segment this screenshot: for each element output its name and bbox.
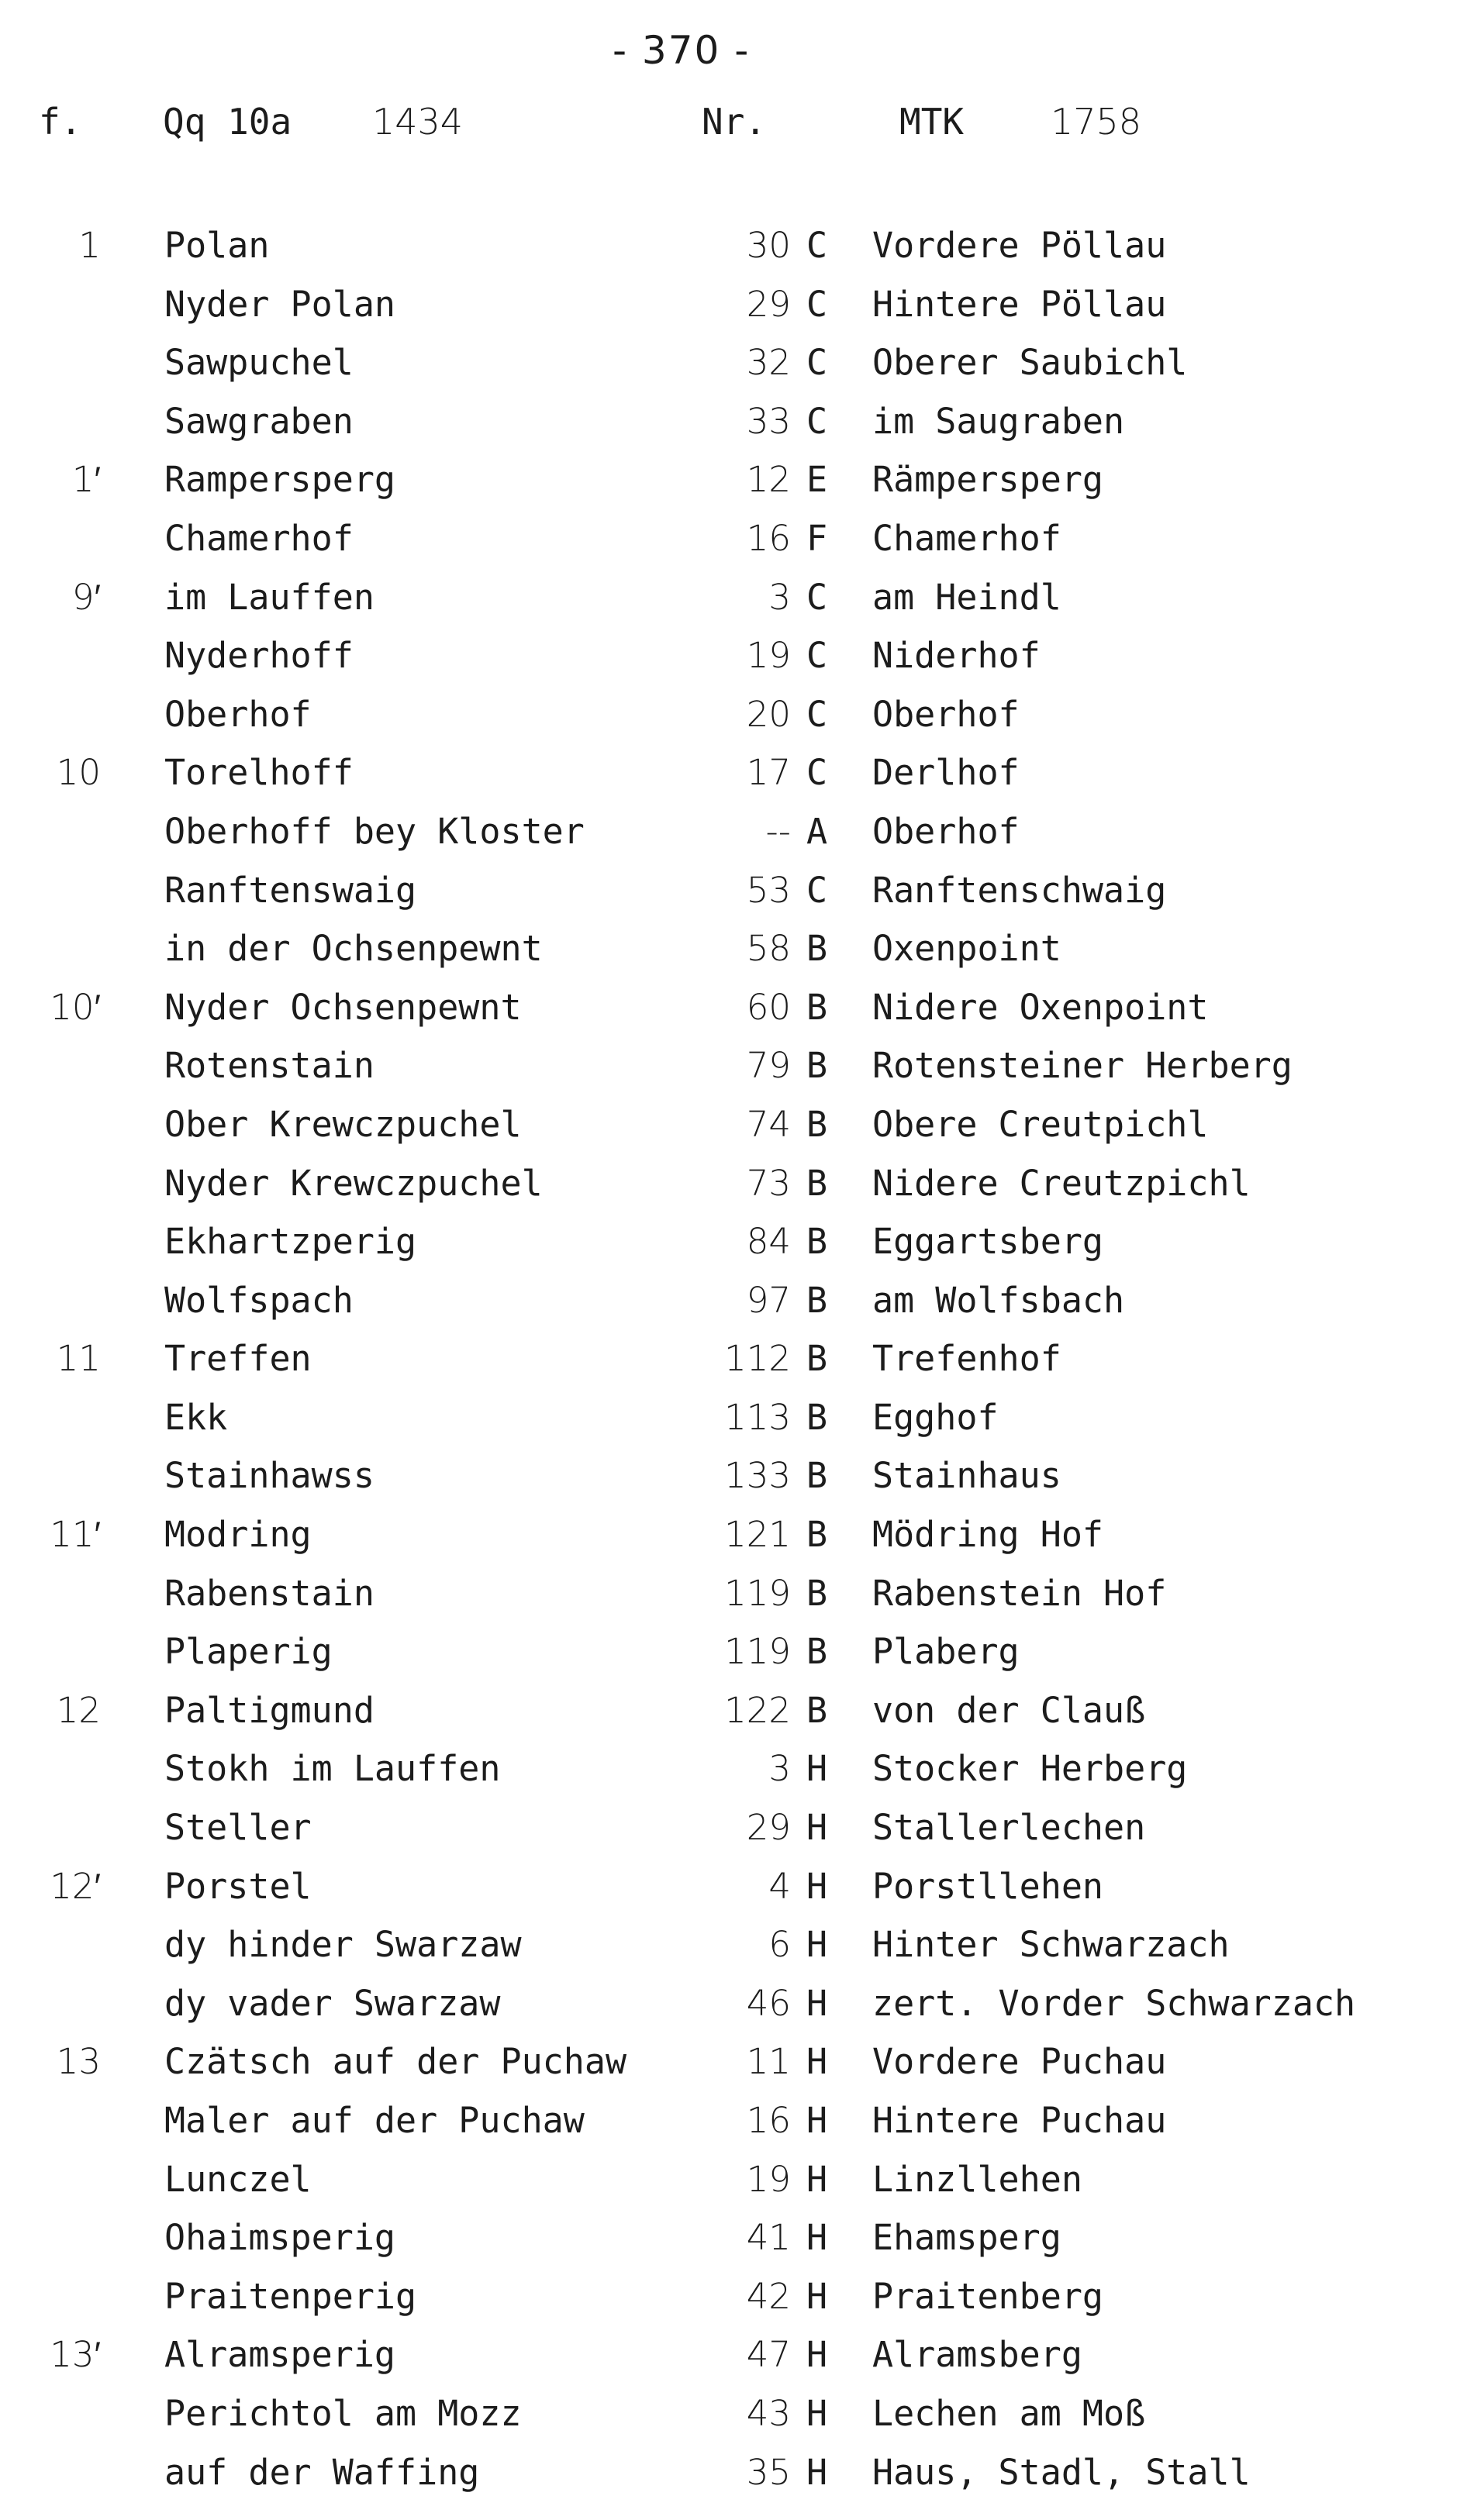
header-folio: f. <box>39 101 82 143</box>
entry-modern-name: Oberhof <box>872 693 1020 735</box>
entry-modern-name: Rämpersperg <box>872 459 1104 501</box>
entry-number: 133 <box>724 1455 791 1497</box>
entry-modern-name: Stallerlechen <box>872 1807 1146 1849</box>
entry-row <box>0 1397 1460 1456</box>
entry-letter: B <box>806 986 828 1028</box>
entry-folio: 9′ <box>71 576 101 618</box>
entry-historic-name: Chamerhof <box>164 517 354 559</box>
entry-row <box>0 1866 1460 1925</box>
entry-modern-name: Trefenhof <box>872 1338 1061 1380</box>
entry-number: 60 <box>746 986 791 1028</box>
entry-number: 58 <box>746 928 791 970</box>
entry-number: 79 <box>746 1045 791 1087</box>
entry-letter: B <box>806 928 828 970</box>
entry-modern-name: Vordere Puchau <box>872 2041 1167 2083</box>
entry-letter: C <box>806 752 828 794</box>
entry-historic-name: Ekk <box>164 1396 228 1438</box>
entry-row <box>0 1690 1460 1749</box>
entry-number: 11 <box>746 2041 791 2083</box>
entry-historic-name: Nyder Polan <box>164 283 396 325</box>
entry-modern-name: Hintere Pöllau <box>872 283 1167 325</box>
entry-modern-name: Chamerhof <box>872 517 1061 559</box>
entry-number: 6 <box>768 1924 791 1966</box>
entry-number: 4 <box>768 1865 791 1907</box>
entry-modern-name: Mödring Hof <box>872 1514 1104 1556</box>
entry-folio: 1 <box>78 225 101 266</box>
entry-folio: 12′ <box>50 1865 101 1907</box>
entry-row <box>0 1045 1460 1104</box>
entry-modern-name: am Heindl <box>872 576 1061 618</box>
entry-row <box>0 752 1460 811</box>
entry-row <box>0 1924 1460 1983</box>
entry-historic-name: Oberhoff bey Kloster <box>164 810 585 852</box>
entry-letter: H <box>806 1865 828 1907</box>
entry-historic-name: Ranftenswaig <box>164 869 417 911</box>
entry-row <box>0 459 1460 518</box>
entry-modern-name: Plaberg <box>872 1631 1020 1673</box>
entry-letter: H <box>806 2100 828 2141</box>
entry-modern-name: Linzllehen <box>872 2158 1082 2200</box>
entry-folio: 10′ <box>50 986 101 1028</box>
entry-historic-name: Torelhoff <box>164 752 354 794</box>
entry-row <box>0 2041 1460 2100</box>
entry-row <box>0 2276 1460 2335</box>
entry-letter: H <box>806 2392 828 2434</box>
entry-letter: H <box>806 1748 828 1790</box>
entry-modern-name: Derlhof <box>872 752 1020 794</box>
entry-number: 30 <box>746 225 791 266</box>
entry-number: 12 <box>746 459 791 501</box>
entry-number: 97 <box>746 1279 791 1321</box>
entry-letter: A <box>806 810 828 852</box>
entry-historic-name: Perichtol am Mozz <box>164 2392 522 2434</box>
entry-historic-name: Stokh im Lauffen <box>164 1748 501 1790</box>
entry-historic-name: im Lauffen <box>164 576 374 618</box>
entry-historic-name: Nyder Ochsenpewnt <box>164 986 522 1028</box>
entry-row <box>0 1104 1460 1163</box>
entry-modern-name: Stainhaus <box>872 1455 1061 1497</box>
entry-modern-name: Haus, Stadl, Stall <box>872 2451 1251 2493</box>
entry-historic-name: Porstel <box>164 1865 312 1907</box>
entry-row <box>0 1748 1460 1807</box>
entry-letter: C <box>806 342 828 384</box>
entry-modern-name: Nidere Creutzpichl <box>872 1162 1251 1204</box>
entry-number: 19 <box>746 2158 791 2200</box>
entry-folio: 11 <box>56 1338 101 1380</box>
entry-row <box>0 694 1460 753</box>
entry-row <box>0 2334 1460 2393</box>
entry-row <box>0 518 1460 577</box>
header-source: Qq 10a <box>163 101 292 143</box>
entry-historic-name: Rampersperg <box>164 459 396 501</box>
entry-number: 53 <box>746 869 791 911</box>
entry-modern-name: Rabenstein Hof <box>872 1572 1167 1614</box>
entry-historic-name: dy vader Swarzaw <box>164 1982 501 2024</box>
entry-number: 121 <box>724 1514 791 1556</box>
entry-historic-name: Nyderhoff <box>164 635 354 677</box>
entry-letter: C <box>806 225 828 266</box>
entry-number: 74 <box>746 1103 791 1145</box>
entry-letter: B <box>806 1279 828 1321</box>
entry-historic-name: Rabenstain <box>164 1572 374 1614</box>
entry-number: 29 <box>746 1807 791 1849</box>
entry-modern-name: Porstllehen <box>872 1865 1104 1907</box>
entry-row <box>0 1983 1460 2042</box>
entry-historic-name: dy hinder Swarzaw <box>164 1924 522 1966</box>
entry-letter: H <box>806 2041 828 2083</box>
entry-number: 112 <box>724 1338 791 1380</box>
entry-row <box>0 2159 1460 2218</box>
entry-letter: H <box>806 1924 828 1966</box>
entry-modern-name: Obere Creutpichl <box>872 1103 1209 1145</box>
entry-historic-name: Alramsperig <box>164 2334 396 2376</box>
entry-letter: C <box>806 869 828 911</box>
entry-historic-name: Modring <box>164 1514 312 1556</box>
entry-modern-name: Eggartsberg <box>872 1221 1104 1263</box>
entry-historic-name: Plaperig <box>164 1631 333 1673</box>
entry-row <box>0 1338 1460 1397</box>
entry-number: 113 <box>724 1396 791 1438</box>
entry-folio: 12 <box>56 1689 101 1731</box>
entry-letter: H <box>806 1982 828 2024</box>
entry-modern-name: Nidere Oxenpoint <box>872 986 1209 1028</box>
entry-number: 119 <box>724 1631 791 1673</box>
entry-number: 3 <box>768 1748 791 1790</box>
entry-historic-name: Rotenstain <box>164 1045 374 1087</box>
entry-letter: F <box>806 517 828 559</box>
entry-folio: 11′ <box>50 1514 101 1556</box>
entry-modern-name: Vordere Pöllau <box>872 225 1167 266</box>
entry-letter: B <box>806 1455 828 1497</box>
entry-letter: B <box>806 1631 828 1673</box>
entry-letter: B <box>806 1045 828 1087</box>
entry-letter: B <box>806 1162 828 1204</box>
entry-letter: B <box>806 1221 828 1263</box>
entry-historic-name: Steller <box>164 1807 312 1849</box>
entry-letter: B <box>806 1514 828 1556</box>
entry-folio: 13 <box>56 2041 101 2083</box>
entry-letter: C <box>806 283 828 325</box>
entry-letter: B <box>806 1689 828 1731</box>
entry-row <box>0 225 1460 284</box>
entry-letter: H <box>806 1807 828 1849</box>
entry-letter: C <box>806 576 828 618</box>
entry-historic-name: Ekhartzperig <box>164 1221 417 1263</box>
entry-modern-name: Oberer Saubichl <box>872 342 1188 384</box>
entry-historic-name: Maler auf der Puchaw <box>164 2100 585 2141</box>
entry-number: 73 <box>746 1162 791 1204</box>
entry-modern-name: Rotensteiner Herberg <box>872 1045 1293 1087</box>
entry-modern-name: Lechen am Moß <box>872 2392 1146 2434</box>
entry-modern-name: Stocker Herberg <box>872 1748 1188 1790</box>
entry-number: 3 <box>768 576 791 618</box>
entry-row <box>0 401 1460 460</box>
entry-row <box>0 1455 1460 1514</box>
entry-folio: 1′ <box>71 459 101 501</box>
entry-number: 32 <box>746 342 791 384</box>
entry-letter: B <box>806 1396 828 1438</box>
entry-letter: H <box>806 2275 828 2317</box>
entry-modern-name: Alramsberg <box>872 2334 1082 2376</box>
entry-row <box>0 342 1460 401</box>
entry-letter: H <box>806 2158 828 2200</box>
entry-row <box>0 1163 1460 1222</box>
entry-historic-name: Nyder Krewczpuchel <box>164 1162 543 1204</box>
entry-row <box>0 1514 1460 1573</box>
entry-number: 29 <box>746 283 791 325</box>
entry-row <box>0 811 1460 870</box>
entry-modern-name: zert. Vorder Schwarzach <box>872 1982 1356 2024</box>
entry-row <box>0 1807 1460 1866</box>
entry-row <box>0 2217 1460 2276</box>
entry-modern-name: Oxenpoint <box>872 928 1061 970</box>
entry-historic-name: Sawpuchel <box>164 342 354 384</box>
entry-modern-name: im Saugraben <box>872 400 1125 442</box>
entry-list <box>0 225 1460 2510</box>
entry-row <box>0 2100 1460 2159</box>
page-number: - 370 - <box>613 28 751 73</box>
entry-number: 43 <box>746 2392 791 2434</box>
entry-historic-name: Stainhawss <box>164 1455 374 1497</box>
entry-number: 41 <box>746 2217 791 2259</box>
entry-letter: B <box>806 1572 828 1614</box>
header-nr: Nr. <box>702 101 767 143</box>
header-source-year: 1434 <box>372 101 464 143</box>
entry-historic-name: Sawgraben <box>164 400 354 442</box>
entry-modern-name: am Wolfsbach <box>872 1279 1125 1321</box>
entry-row <box>0 1631 1460 1690</box>
entry-historic-name: Wolfspach <box>164 1279 354 1321</box>
entry-number: 16 <box>746 2100 791 2141</box>
entry-historic-name: in der Ochsenpewnt <box>164 928 543 970</box>
entry-modern-name: Hintere Puchau <box>872 2100 1167 2141</box>
entry-number: 119 <box>724 1572 791 1614</box>
entry-row <box>0 987 1460 1046</box>
entry-letter: C <box>806 400 828 442</box>
header-register-year: 1758 <box>1051 101 1142 143</box>
entry-number: 33 <box>746 400 791 442</box>
entry-letter: C <box>806 635 828 677</box>
entry-number: 122 <box>724 1689 791 1731</box>
entry-number: -- <box>765 810 791 852</box>
entry-modern-name: Ranftenschwaig <box>872 869 1167 911</box>
entry-folio: 13′ <box>50 2334 101 2376</box>
entry-number: 35 <box>746 2451 791 2493</box>
entry-letter: H <box>806 2451 828 2493</box>
entry-number: 19 <box>746 635 791 677</box>
entry-number: 20 <box>746 693 791 735</box>
entry-modern-name: Hinter Schwarzach <box>872 1924 1230 1966</box>
entry-row <box>0 1221 1460 1280</box>
entry-historic-name: Polan <box>164 225 270 266</box>
entry-letter: B <box>806 1103 828 1145</box>
entry-historic-name: Paltigmund <box>164 1689 374 1731</box>
entry-modern-name: Niderhof <box>872 635 1041 677</box>
entry-historic-name: Oberhof <box>164 693 312 735</box>
entry-row <box>0 870 1460 929</box>
header-register: MTK <box>899 101 965 143</box>
entry-number: 47 <box>746 2334 791 2376</box>
entry-historic-name: Ohaimsperig <box>164 2217 396 2259</box>
entry-modern-name: von der Clauß <box>872 1689 1146 1731</box>
entry-historic-name: auf der Waffing <box>164 2451 480 2493</box>
entry-historic-name: Praitenperig <box>164 2275 417 2317</box>
entry-row <box>0 2393 1460 2452</box>
entry-number: 46 <box>746 1982 791 2024</box>
entry-modern-name: Praitenberg <box>872 2275 1104 2317</box>
entry-row <box>0 928 1460 987</box>
entry-number: 84 <box>746 1221 791 1263</box>
entry-letter: B <box>806 1338 828 1380</box>
entry-row <box>0 1573 1460 1632</box>
entry-historic-name: Czätsch auf der Puchaw <box>164 2041 627 2083</box>
entry-number: 16 <box>746 517 791 559</box>
entry-row <box>0 1280 1460 1339</box>
entry-row <box>0 2452 1460 2511</box>
entry-letter: H <box>806 2334 828 2376</box>
entry-row <box>0 577 1460 636</box>
entry-modern-name: Oberhof <box>872 810 1020 852</box>
entry-folio: 10 <box>56 752 101 794</box>
entry-row <box>0 635 1460 694</box>
entry-letter: E <box>806 459 828 501</box>
entry-historic-name: Treffen <box>164 1338 312 1380</box>
entry-modern-name: Ehamsperg <box>872 2217 1061 2259</box>
entry-modern-name: Egghof <box>872 1396 999 1438</box>
entry-number: 42 <box>746 2275 791 2317</box>
entry-letter: C <box>806 693 828 735</box>
entry-historic-name: Ober Krewczpuchel <box>164 1103 522 1145</box>
entry-number: 17 <box>746 752 791 794</box>
entry-row <box>0 284 1460 343</box>
entry-historic-name: Lunczel <box>164 2158 312 2200</box>
entry-letter: H <box>806 2217 828 2259</box>
